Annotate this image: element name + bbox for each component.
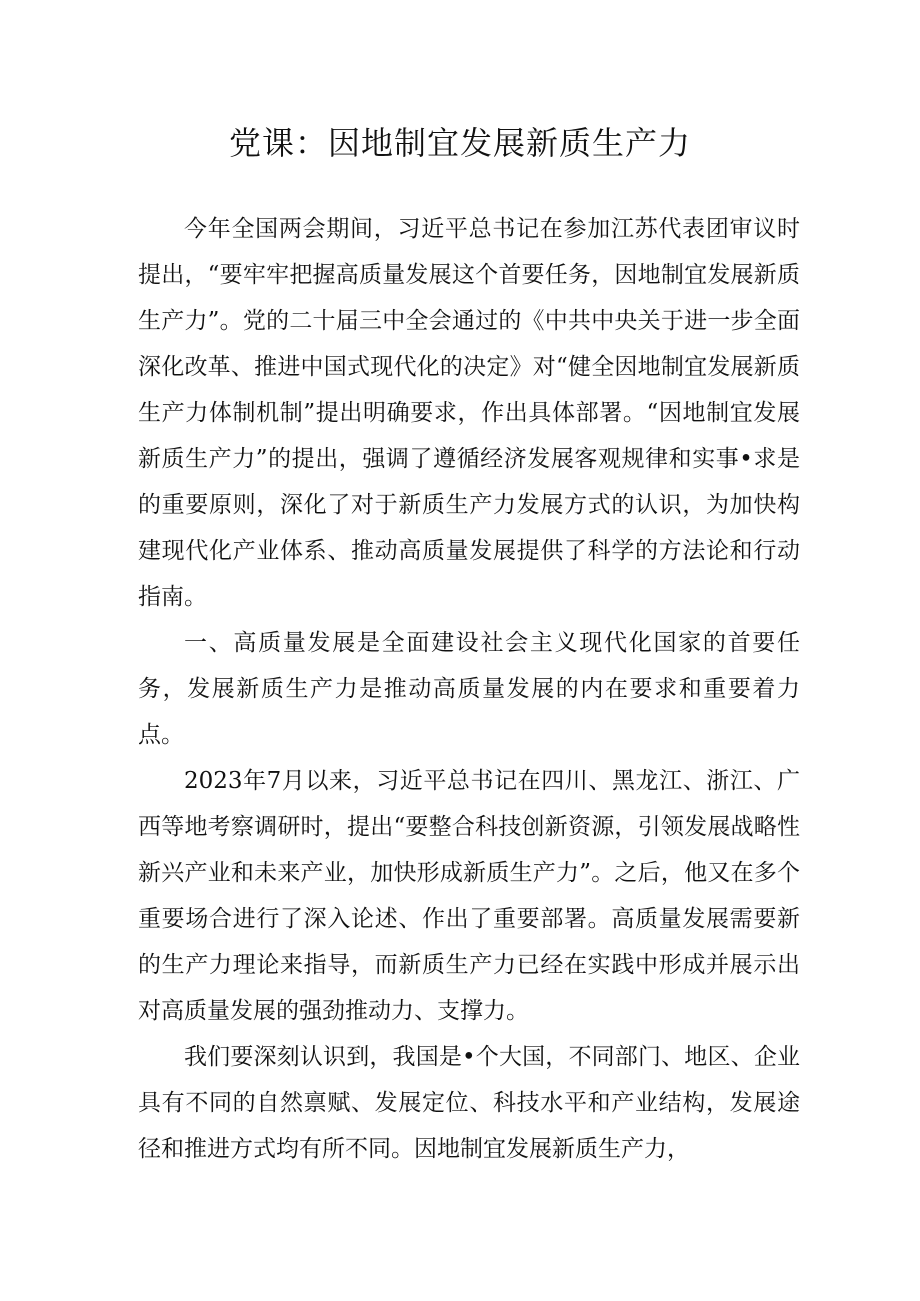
paragraph-intro: 今年全国两会期间，习近平总书记在参加江苏代表团审议时提出，“要牢牢把握高质量发展这个首要任务，因地制宜发展新质生产力”。党的二十届三中全会通过的《中共中央关于进一步全面深化改革、推进中国式现代化的决定》对“健全因地制宜发展新质生产力体制机制”提出明确要求，作出具体部署。“因地制宜发展新质生产力”的提出，强调了遵循经济发展客观规律和实事•求是的重要原则，深化了对于新质生产力发展方式的认识，为加快构建现代化产业体系、推动高质量发展提供了科学的方法论和行动指南。 — [138, 216, 800, 610]
document-body — [138, 206, 800, 1172]
paragraph-2023: 2023年7月以来，习近平总书记在四川、黑龙江、浙江、广西等地考察调研时，提出“要整合科技创新资源，引领发展战略性新兴产业和未来产业，加快形成新质生产力”。之后，他又在多个重要场合进行了深入论述、作出了重要部署。高质量发展需要新的生产力理论来指导，而新质生产力已经在实践中形成并展示出对高质量发展的强劲推动力、支撑力。 — [138, 768, 800, 1024]
paragraph-big-country: 我们要深刻认识到，我国是•个大国，不同部门、地区、企业具有不同的自然禀赋、发展定位、科技水平和产业结构，发展途径和推进方式均有所不同。因地制宜发展新质生产力， — [138, 1044, 800, 1162]
paragraph-section-heading: 一、高质量发展是全面建设社会主义现代化国家的首要任务，发展新质生产力是推动高质量发展的内在要求和重要着力点。 — [138, 630, 800, 748]
document-title: 党课：因地制宜发展新质生产力 — [228, 124, 691, 162]
